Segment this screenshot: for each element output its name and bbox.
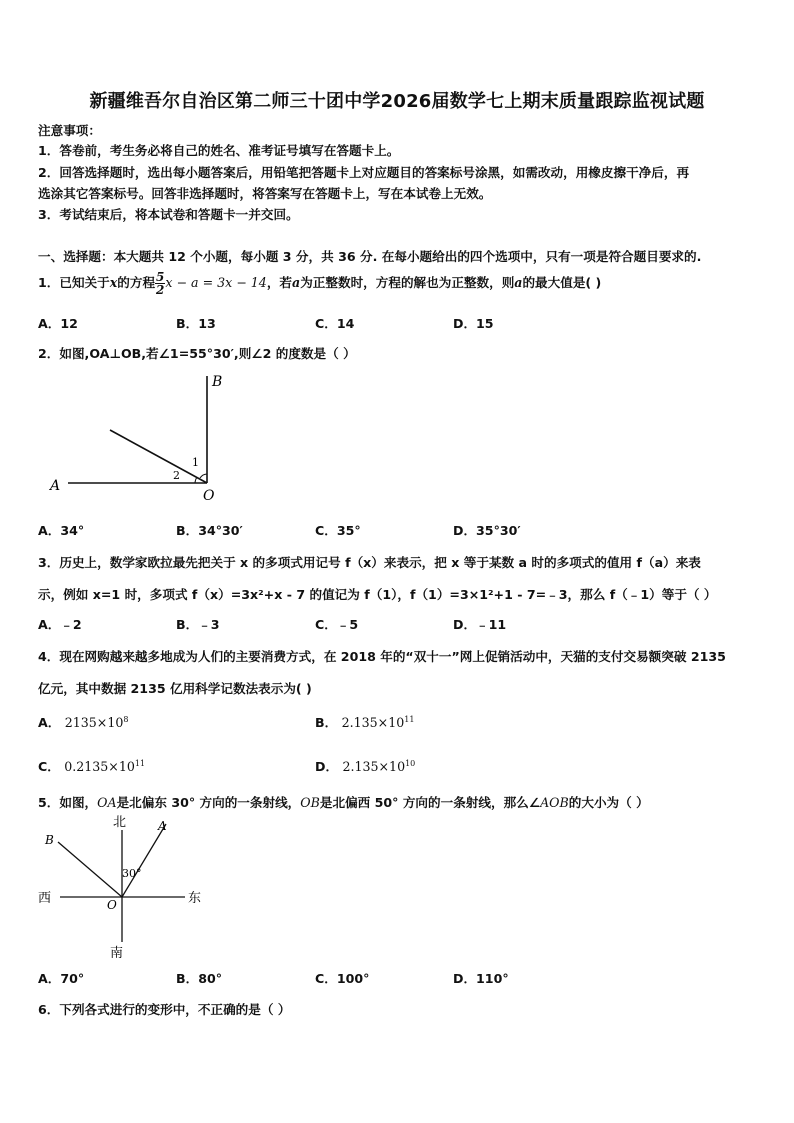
q4-option-c-base: 0.2135×10: [64, 759, 135, 774]
label-o: O: [107, 898, 117, 912]
label-east: 东: [188, 891, 202, 906]
question-3-line-1: 3．历史上，数学家欧拉最先把关于 x 的多项式用记号 f（x）来表示，把 x 等于某数 a 时的多项式的值用 f（a）来表: [38, 555, 701, 570]
angle-2-arc: [195, 477, 197, 483]
label-a: A: [158, 819, 167, 833]
q1-option-b: B．13: [176, 316, 216, 331]
label-b: B: [45, 833, 54, 847]
page-title: 新疆维吾尔自治区第二师三十团中学2026届数学七上期末质量跟踪监视试题: [89, 91, 705, 112]
q1-frac-num: 5: [156, 270, 165, 284]
q1-suffix1: ，若: [266, 275, 293, 290]
q3-option-b: B．﹣3: [176, 617, 220, 632]
question-4-line-1: 4．现在网购越来越多地成为人们的主要消费方式，在 2018 年的“双十一”网上促销活动中，天猫的支付交易额突破 2135: [38, 649, 726, 664]
q4-option-a-base: 2135×10: [64, 715, 124, 730]
notice-item-2: 2．回答选择题时，选出每小题答案后，用铅笔把答题卡上对应题目的答案标号涂黑，如需改动，用橡皮擦干净后，再: [38, 165, 690, 180]
q2-option-c: C．35°: [315, 523, 361, 538]
notice-item-3: 3．考试结束后，将本试卷和答题卡一并交回。: [38, 207, 299, 222]
q4-option-b-exp: 11: [404, 714, 415, 724]
q1-suffix2: 为正整数时，方程的解也为正整数，则: [300, 275, 515, 290]
q4-option-a-value: [65, 715, 129, 730]
q1-mid: 的方程: [117, 275, 156, 290]
ray-ob: [58, 842, 122, 897]
q5-mid1: 是北偏东 30° 方向的一条射线，: [116, 795, 301, 810]
q5-option-c: C．100°: [315, 971, 370, 986]
q4-option-d-exp: 10: [405, 758, 416, 768]
q2-figure: [40, 366, 240, 506]
section-heading: 一、选择题：本大题共 12 个小题，每小题 3 分，共 36 分. 在每小题给出的四个选项中，只有一项是符合题目要求的.: [38, 249, 702, 264]
q1-prefix: 1．已知关于: [38, 275, 110, 290]
angle-1-arc: [200, 474, 207, 478]
q4-option-a-exp: 8: [123, 714, 129, 724]
q5-prefix: 5．如图，: [38, 795, 98, 810]
notice-item-1: 1．答卷前，考生务必将自己的姓名、准考证号填写在答题卡上。: [38, 143, 400, 158]
label-south: 南: [110, 946, 124, 961]
q5-aob: AOB: [540, 795, 569, 810]
q4-option-d: [315, 756, 415, 775]
q5-option-b: B．80°: [176, 971, 223, 986]
q4-option-b-label: B．: [315, 715, 338, 730]
question-5: [38, 792, 649, 811]
question-3-line-2: 示，例如 x=1 时，多项式 f（x）=3x²+x - 7 的值记为 f（1），f（1）=3×1²+1 - 7=﹣3，那么 f（﹣1）等于（ ）: [38, 587, 717, 602]
q5-oa: OA: [97, 795, 117, 810]
label-angle-30: 30°: [122, 867, 142, 880]
q5-ob: OB: [300, 795, 320, 810]
label-north: 北: [113, 815, 127, 830]
q1-frac-den: 2: [156, 283, 165, 297]
q4-option-c-label: C．: [38, 759, 60, 774]
notice-heading: 注意事项：: [38, 123, 101, 138]
q1-option-d: D．15: [453, 316, 494, 331]
q4-option-b-base: 2.135×10: [341, 715, 405, 730]
label-west: 西: [38, 891, 52, 906]
q4-option-a-label: A．: [38, 715, 61, 730]
q5-option-d: D．110°: [453, 971, 509, 986]
q4-option-c-value: [64, 759, 145, 774]
label-o: O: [203, 488, 215, 504]
q4-option-d-value: [342, 759, 415, 774]
q3-option-a: A．﹣2: [38, 617, 82, 632]
q1-equation: x − a = 3x − 14: [165, 275, 267, 290]
q5-figure: [30, 812, 220, 962]
question-2: 2．如图,OA⊥OB,若∠1=55°30′,则∠2 的度数是（ ）: [38, 346, 356, 361]
label-b: B: [212, 374, 223, 390]
q4-option-c-exp: 11: [134, 758, 146, 768]
ray-oa: [122, 824, 166, 897]
label-angle-2: 2: [173, 469, 180, 482]
q2-option-d: D．35°30′: [453, 523, 521, 538]
q4-option-d-base: 2.135×10: [342, 759, 406, 774]
q4-option-a: [38, 712, 128, 731]
label-a: A: [50, 478, 61, 494]
q4-option-b-value: [342, 715, 415, 730]
q1-var-a2: a: [514, 275, 523, 290]
q5-option-a: A．70°: [38, 971, 85, 986]
question-6: 6．下列各式进行的变形中，不正确的是（ ）: [38, 1002, 291, 1017]
q2-option-b: B．34°30′: [176, 523, 243, 538]
q3-option-c: C．﹣5: [315, 617, 359, 632]
label-angle-1: 1: [192, 456, 199, 469]
q4-option-d-label: D．: [315, 759, 339, 774]
q4-option-c: [38, 756, 145, 775]
notice-item-2-cont: 选涂其它答案标号。回答非选择题时，将答案写在答题卡上，写在本试卷上无效。: [38, 186, 492, 201]
question-1: [38, 270, 601, 296]
q2-option-a: A．34°: [38, 523, 85, 538]
q1-option-c: C．14: [315, 316, 355, 331]
q1-option-a: A．12: [38, 316, 78, 331]
q3-option-d: D．﹣11: [453, 617, 507, 632]
q1-var-a: a: [292, 275, 301, 290]
q5-mid2: 是北偏西 50° 方向的一条射线，那么∠: [319, 795, 541, 810]
q4-option-b: [315, 712, 414, 731]
q1-suffix3: 的最大值是( ): [522, 275, 602, 290]
question-4-line-2: 亿元，其中数据 2135 亿用科学记数法表示为( ): [38, 681, 312, 696]
q5-suffix: 的大小为（ ）: [568, 795, 649, 810]
q1-fraction: [155, 271, 165, 296]
q1-var-x: x: [109, 275, 118, 290]
